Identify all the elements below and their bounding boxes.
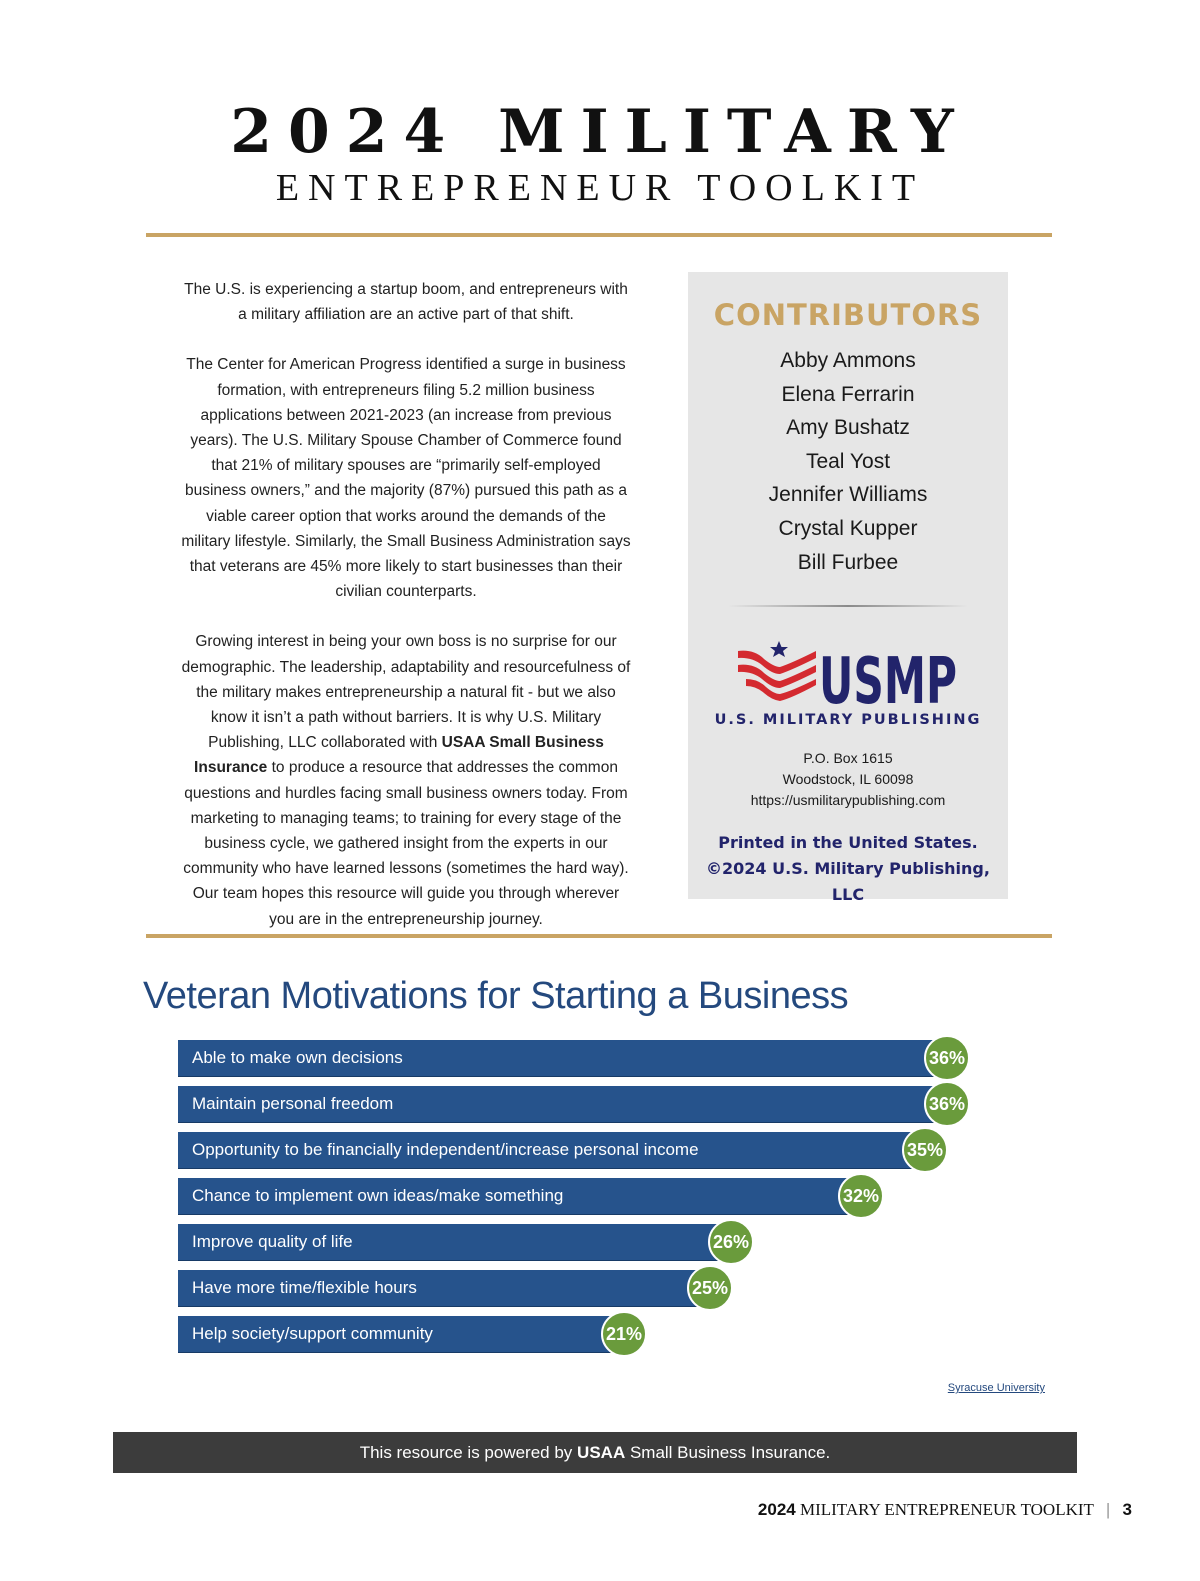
powered-by-suffix: Small Business Insurance. [625,1443,831,1462]
chart-bar [178,1132,944,1169]
intro-paragraph-3-end: to produce a resource that addresses the common questions and hurdles facing small business owners today. From marketing to managing teams; to training for every stage of the business cycle, we gathered insight from the experts in our community who have learned lessons (sometimes the hard way). Our team hopes this resource will guide you through wherever you are in the entrepreneurship journey. [183,759,629,928]
top-divider [146,233,1052,237]
chart-value-badge: 32% [838,1173,884,1219]
printed-notice [688,830,1008,908]
contributors-panel [688,272,1008,904]
contributors-divider [728,605,968,607]
chart-bar [178,1224,750,1261]
chart-value-badge: 36% [924,1081,970,1127]
contributors-title: CONTRIBUTORS [713,298,983,332]
chart-bar-label: Chance to implement own ideas/make something [192,1186,564,1205]
chart-value-badge: 35% [902,1127,948,1173]
chart-bar-label: Help society/support community [192,1324,433,1343]
flag-wave-icon [738,641,816,701]
chart-bar [178,1316,643,1353]
powered-by-banner [113,1432,1077,1473]
intro-paragraph-1: The U.S. is experiencing a startup boom, and entrepreneurs with a military affiliation are an active part of that shift. [184,281,628,324]
chart-bar-label: Improve quality of life [192,1232,353,1251]
chart-value-badge: 25% [687,1265,733,1311]
address-city: Woodstock, IL 60098 [782,771,914,787]
usmp-subtitle: U.S. MILITARY PUBLISHING [714,712,982,728]
intro-paragraph-3 [180,629,632,931]
chart-value-badge: 26% [708,1219,754,1265]
usmp-logo [736,637,960,719]
contributor-name: Amy Bushatz [786,416,910,440]
footer-year: 2024 [757,1500,796,1519]
usaa-insurance-mention: USAA Small Business Insurance [194,734,604,777]
contributor-name: Abby Ammons [780,349,916,372]
chart-bar-label: Maintain personal freedom [192,1094,394,1113]
chart-bar [178,1270,729,1307]
usmp-logo-text: USMP [819,645,957,719]
publisher-url: https://usmilitarypublishing.com [750,792,946,808]
middle-divider [146,934,1052,938]
chart-bar [178,1040,966,1077]
intro-paragraph-3-start: Growing interest in being your own boss is no surprise for our demographic. The leadership, adaptability and resourcefulness of the military makes entrepreneurship a natural fit - but we also know it isn’t a path without barriers. It is why U.S. Military Publishing, LLC collaborated with [181,633,631,752]
contributor-name: Crystal Kupper [778,516,918,540]
chart-title: Veteran Motivations for Starting a Business [143,975,849,1017]
chart-value-badge: 36% [924,1035,970,1081]
footer-separator: | [1105,1500,1111,1519]
contributor-name: Teal Yost [805,449,891,473]
chart-bar [178,1178,880,1215]
chart-bar-label: Able to make own decisions [192,1048,403,1067]
intro-text [180,277,632,957]
contributor-name: Jennifer Williams [768,483,928,507]
chart-bar-label: Have more time/flexible hours [192,1278,417,1297]
chart-bar [178,1086,966,1123]
page-footer [758,1500,1132,1520]
contributors-list [688,344,1008,579]
address-po-box: P.O. Box 1615 [803,750,893,766]
contributor-name: Elena Ferrarin [781,382,915,406]
footer-title: MILITARY ENTREPRENEUR TOOLKIT [799,1500,1094,1519]
intro-paragraph-2: The Center for American Progress identified a surge in business formation, with entrepreneurs filing 5.2 million business applications between 2021-2023 (an increase from previous years). The U.S. Military Spouse Chamber of Commerce found that 21% of military spouses are “primarily self-employed business owners,” and the majority (87%) pursued this path as a viable career option that works around the demands of the military lifestyle. Similarly, the Small Business Administration says that veterans are 45% more likely to start businesses than their civilian counterparts. [181,356,631,601]
copyright-notice: ©2024 U.S. Military Publishing, LLC [706,859,990,904]
chart-bar-label: Opportunity to be financially independent/increase personal income [192,1140,699,1159]
page-title: 2024 MILITARY [230,97,970,167]
chart-source-link[interactable]: Syracuse University [947,1382,1045,1394]
powered-by-prefix: This resource is powered by [359,1443,578,1462]
chart-value-badge: 21% [601,1311,647,1357]
publisher-address [688,748,1008,811]
powered-by-brand: USAA [577,1443,626,1462]
contributor-name: Bill Furbee [797,550,899,574]
printed-location: Printed in the United States. [718,833,978,852]
page-number: 3 [1122,1500,1132,1519]
page-subtitle: ENTREPRENEUR TOOLKIT [275,167,925,209]
